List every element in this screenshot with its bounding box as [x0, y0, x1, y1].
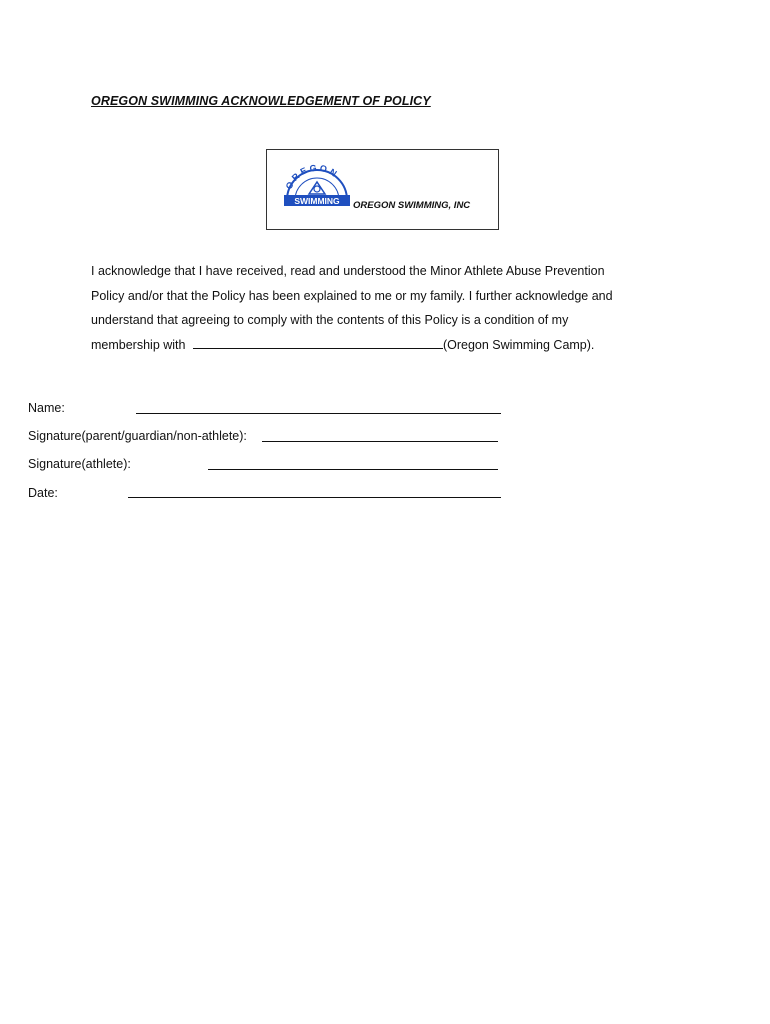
acknowledgement-paragraph: [91, 259, 681, 357]
membership-prefix: membership with: [91, 337, 186, 352]
membership-suffix: (Oregon Swimming Camp).: [442, 337, 595, 352]
signature-parent-line[interactable]: [262, 441, 498, 442]
paragraph-line-1: I acknowledge that I have received, read and understood the Minor Athlete Abuse Prevention: [91, 264, 605, 278]
membership-blank[interactable]: [193, 336, 443, 349]
document-title: OREGON SWIMMING ACKNOWLEDGEMENT OF POLICY: [91, 94, 431, 108]
logo-box: [266, 149, 499, 230]
logo-banner-text: SWIMMING: [294, 195, 340, 206]
signature-athlete-line[interactable]: [208, 469, 498, 470]
oregon-swimming-logo: [281, 158, 353, 210]
name-line[interactable]: [136, 413, 501, 414]
paragraph-line-2: Policy and/or that the Policy has been explained to me or my family. I further acknowledge and: [91, 288, 613, 303]
signature-parent-label: Signature(parent/guardian/non-athlete):: [28, 429, 247, 443]
signature-athlete-label: Signature(athlete):: [28, 457, 131, 471]
paragraph-line-4: [91, 333, 681, 358]
date-label: Date:: [28, 486, 58, 500]
svg-text:OREGON: [284, 163, 341, 191]
date-line[interactable]: [128, 497, 501, 498]
paragraph-line-3: understand that agreeing to comply with the contents of this Policy is a condition of my: [91, 313, 569, 327]
name-label: Name:: [28, 401, 65, 415]
logo-arc-text: OREGON: [283, 162, 341, 191]
logo-caption: OREGON SWIMMING, INC: [353, 200, 471, 211]
